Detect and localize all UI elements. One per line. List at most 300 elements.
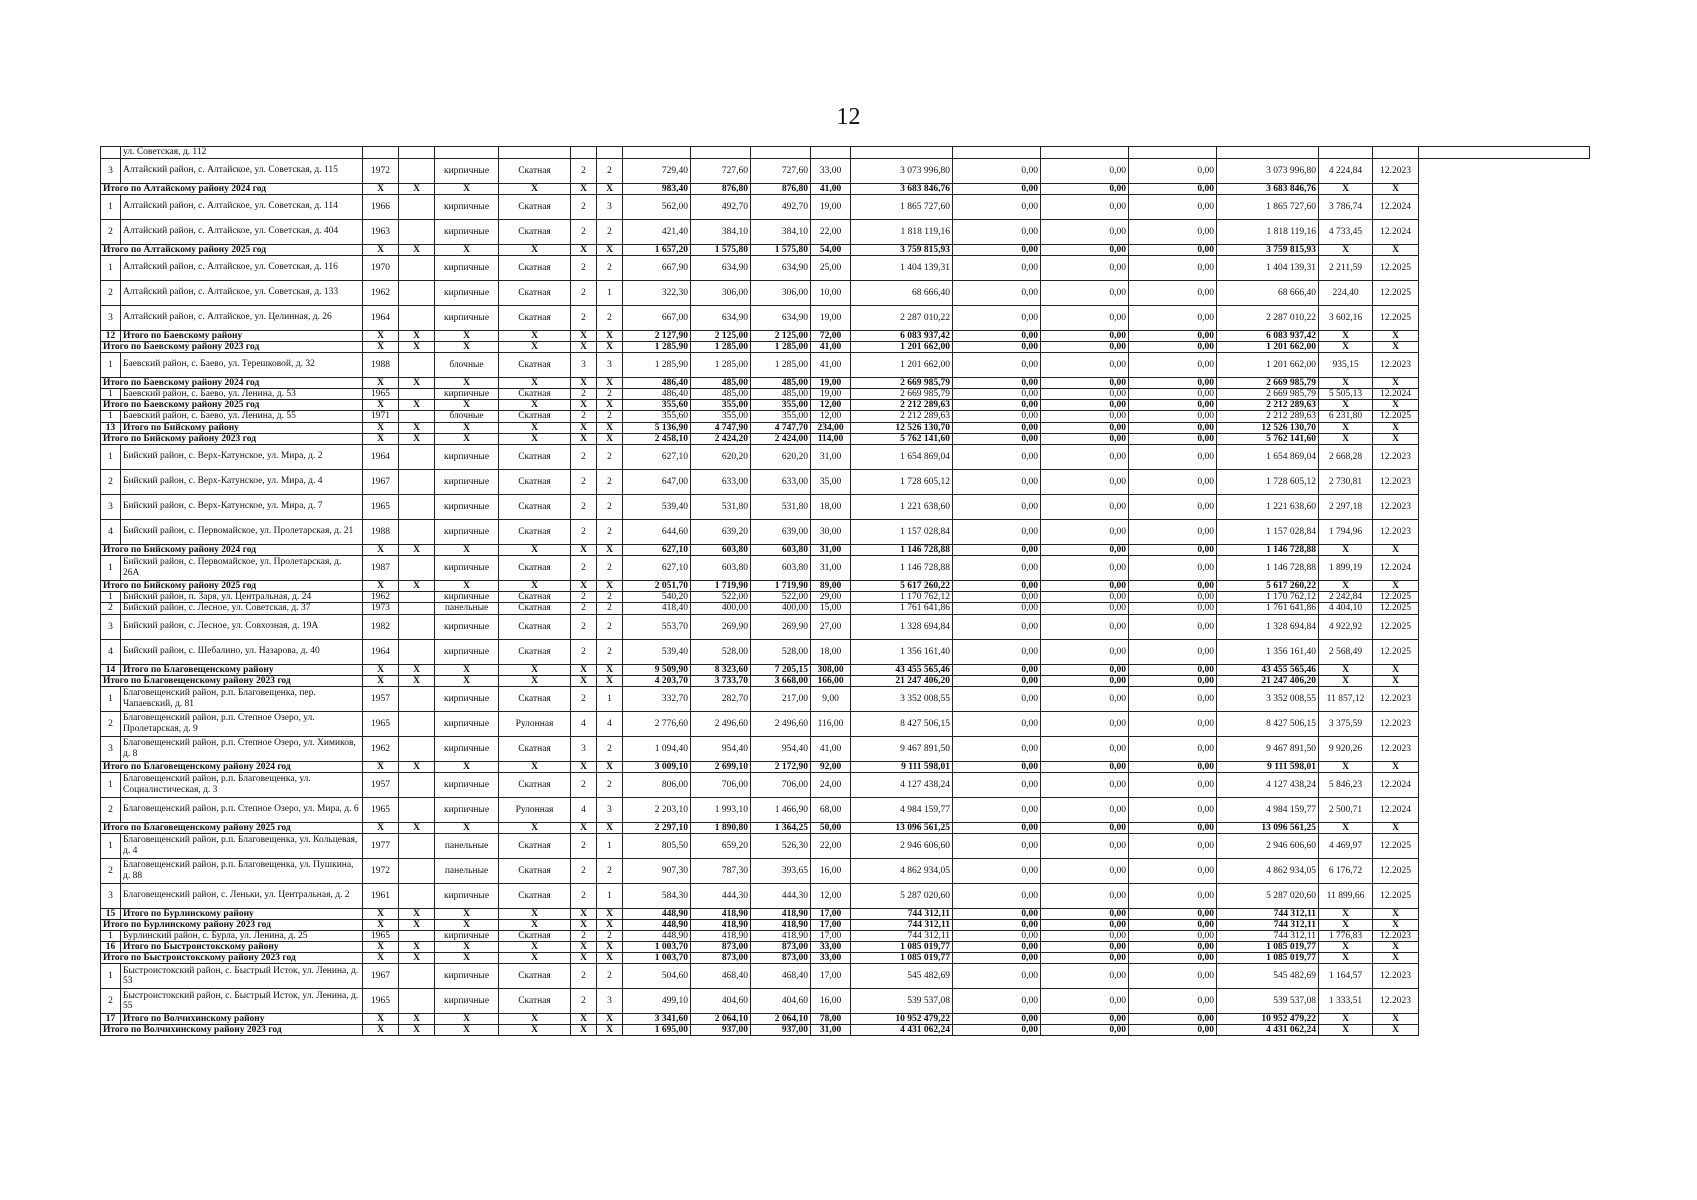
table-cell: 0,00 xyxy=(1129,858,1217,883)
table-cell: 12.2024 xyxy=(1373,797,1419,822)
table-cell: 0,00 xyxy=(1129,989,1217,1014)
table-cell: 485,00 xyxy=(691,377,751,388)
table-cell: 5 846,23 xyxy=(1319,772,1373,797)
table-cell: 744 312,11 xyxy=(851,908,953,919)
table-cell: X xyxy=(363,664,399,675)
table-cell: 13 xyxy=(101,422,121,433)
table-cell: 3 733,70 xyxy=(691,675,751,686)
table-row xyxy=(101,341,1590,352)
table-cell: 2 125,00 xyxy=(751,330,811,341)
table-cell: 0,00 xyxy=(1041,244,1129,255)
table-cell: Итого по Бийскому району 2024 год xyxy=(101,544,363,555)
table-cell: 5 287 020,60 xyxy=(1217,883,1319,908)
table-cell: 3 668,00 xyxy=(751,675,811,686)
table-cell: 1 146 728,88 xyxy=(1217,555,1319,580)
table-cell: 0,00 xyxy=(953,930,1041,942)
table-cell: 41,00 xyxy=(811,341,851,352)
table-cell: 16 xyxy=(101,942,121,953)
table-cell: X xyxy=(597,330,623,341)
table-cell: 17,00 xyxy=(811,964,851,989)
table-cell: X xyxy=(1319,580,1373,591)
table-cell: 4 xyxy=(101,519,121,544)
table-cell: Благовещенский район, р.п. Благовещенка, ул. Социалистическая, д. 3 xyxy=(121,772,363,797)
table-cell: 528,00 xyxy=(691,639,751,664)
table-cell: 400,00 xyxy=(751,603,811,615)
table-cell: 3 xyxy=(101,883,121,908)
table-cell: кирпичные xyxy=(435,494,499,519)
table-cell: 282,70 xyxy=(691,686,751,711)
table-cell: 2 127,90 xyxy=(623,330,691,341)
table-cell: 2 xyxy=(101,858,121,883)
table-cell: 504,60 xyxy=(623,964,691,989)
table-cell: 31,00 xyxy=(811,444,851,469)
table-cell: X xyxy=(399,400,435,411)
table-cell: 1965 xyxy=(363,494,399,519)
table-cell: Итого по Бийскому району xyxy=(121,422,363,433)
table-cell: 2 xyxy=(597,555,623,580)
table-cell: X xyxy=(363,953,399,964)
table-cell: 492,70 xyxy=(691,194,751,219)
table-cell: 3 009,10 xyxy=(623,761,691,772)
table-cell: X xyxy=(571,908,597,919)
table-cell xyxy=(435,147,499,159)
table-cell: 485,00 xyxy=(751,377,811,388)
table-cell: 0,00 xyxy=(953,544,1041,555)
table-cell: 0,00 xyxy=(1041,711,1129,736)
table-cell: 0,00 xyxy=(1129,822,1217,833)
table-cell: 1962 xyxy=(363,736,399,761)
table-cell: 166,00 xyxy=(811,675,851,686)
table-cell xyxy=(399,519,435,544)
table-cell xyxy=(399,147,435,159)
table-cell: 0,00 xyxy=(1041,1014,1129,1025)
table-cell: 355,60 xyxy=(623,400,691,411)
table-cell: Скатная xyxy=(499,519,571,544)
table-cell: 0,00 xyxy=(953,244,1041,255)
table-cell: 22,00 xyxy=(811,219,851,244)
table-cell: 876,80 xyxy=(691,183,751,194)
table-cell: 2 212 289,63 xyxy=(851,411,953,423)
table-cell: 485,00 xyxy=(691,388,751,400)
table-cell: 1 719,90 xyxy=(751,580,811,591)
table-cell: 1 654 869,04 xyxy=(1217,444,1319,469)
table-cell: 2 xyxy=(571,280,597,305)
table-cell: кирпичные xyxy=(435,772,499,797)
table-cell: Скатная xyxy=(499,305,571,330)
table-cell: 0,00 xyxy=(953,675,1041,686)
table-cell: 562,00 xyxy=(623,194,691,219)
table-cell: 12.2023 xyxy=(1373,686,1419,711)
table-cell: 17 xyxy=(101,1014,121,1025)
table-cell: 2 xyxy=(597,930,623,942)
table-cell: 418,90 xyxy=(691,908,751,919)
table-cell: 1 728 605,12 xyxy=(851,469,953,494)
table-cell: X xyxy=(499,664,571,675)
table-cell: X xyxy=(597,183,623,194)
table-cell: 12.2025 xyxy=(1373,639,1419,664)
table-cell: Скатная xyxy=(499,194,571,219)
table-cell: 12.2025 xyxy=(1373,614,1419,639)
table-cell: 30,00 xyxy=(811,519,851,544)
table-cell xyxy=(399,352,435,377)
table-cell: 2 xyxy=(571,158,597,183)
table-cell: Итого по Быстроистокскому району 2023 год xyxy=(101,953,363,964)
table-cell: 12.2024 xyxy=(1373,772,1419,797)
table-cell: 3 xyxy=(101,305,121,330)
table-cell: X xyxy=(1373,675,1419,686)
table-cell: 1964 xyxy=(363,444,399,469)
table-cell xyxy=(399,964,435,989)
table-cell: 620,20 xyxy=(751,444,811,469)
table-cell: 545 482,69 xyxy=(851,964,953,989)
table-cell: X xyxy=(399,580,435,591)
table-cell: 1 xyxy=(101,591,121,603)
table-cell: 1965 xyxy=(363,930,399,942)
table-cell: X xyxy=(363,433,399,444)
table-cell: 116,00 xyxy=(811,711,851,736)
table-cell: 448,90 xyxy=(623,908,691,919)
table-cell: 0,00 xyxy=(1041,444,1129,469)
table-cell: 954,40 xyxy=(751,736,811,761)
table-cell xyxy=(691,147,751,159)
table-cell: X xyxy=(597,919,623,930)
table-cell: 0,00 xyxy=(1129,761,1217,772)
table-cell: 0,00 xyxy=(953,422,1041,433)
table-cell: X xyxy=(499,244,571,255)
table-cell xyxy=(363,147,399,159)
table-cell: 12.2023 xyxy=(1373,469,1419,494)
table-cell: X xyxy=(1373,377,1419,388)
table-cell: 2 xyxy=(597,158,623,183)
table-cell: 2 xyxy=(101,711,121,736)
table-row xyxy=(101,953,1590,964)
table-cell: 2 424,20 xyxy=(691,433,751,444)
table-cell xyxy=(399,555,435,580)
table-cell: 448,90 xyxy=(623,930,691,942)
table-cell: 0,00 xyxy=(1041,341,1129,352)
table-cell: кирпичные xyxy=(435,639,499,664)
table-cell: 404,60 xyxy=(751,989,811,1014)
table-cell: X xyxy=(399,1014,435,1025)
table-cell: 539 537,08 xyxy=(1217,989,1319,1014)
table-cell: 2 125,00 xyxy=(691,330,751,341)
table-cell xyxy=(399,494,435,519)
table-cell: 627,10 xyxy=(623,544,691,555)
table-cell xyxy=(399,469,435,494)
table-cell: кирпичные xyxy=(435,219,499,244)
table-cell: 12.2023 xyxy=(1373,158,1419,183)
table-cell: кирпичные xyxy=(435,989,499,1014)
table-cell: 0,00 xyxy=(1129,352,1217,377)
table-cell: X xyxy=(597,664,623,675)
table-cell: 954,40 xyxy=(691,736,751,761)
table-cell: 418,90 xyxy=(751,930,811,942)
table-cell: X xyxy=(1319,919,1373,930)
table-cell: 2 xyxy=(571,614,597,639)
table-cell: X xyxy=(435,183,499,194)
table-cell: 0,00 xyxy=(1041,930,1129,942)
table-cell: 16,00 xyxy=(811,858,851,883)
table-cell: 322,30 xyxy=(623,280,691,305)
table-cell: 4 984 159,77 xyxy=(851,797,953,822)
table-cell: X xyxy=(571,244,597,255)
table-cell: 1 201 662,00 xyxy=(1217,341,1319,352)
table-cell: 3 xyxy=(597,989,623,1014)
table-cell: 33,00 xyxy=(811,942,851,953)
table-cell: X xyxy=(363,341,399,352)
table-cell: 2 xyxy=(597,469,623,494)
table-cell: 0,00 xyxy=(953,183,1041,194)
table-cell: 4 747,90 xyxy=(691,422,751,433)
table-cell: 1 761 641,86 xyxy=(1217,603,1319,615)
table-cell: X xyxy=(1373,244,1419,255)
table-cell: 1 794,96 xyxy=(1319,519,1373,544)
table-cell: 1 xyxy=(101,772,121,797)
table-cell: 528,00 xyxy=(751,639,811,664)
table-cell: 2 212 289,63 xyxy=(1217,411,1319,423)
table-cell: 2 xyxy=(597,591,623,603)
table-cell: 0,00 xyxy=(953,797,1041,822)
table-row xyxy=(101,930,1590,942)
table-cell: 0,00 xyxy=(953,388,1041,400)
table-cell: Итого по Баевскому району xyxy=(121,330,363,341)
table-cell: 2 xyxy=(571,469,597,494)
table-cell: 355,00 xyxy=(751,400,811,411)
table-cell: 21 247 406,20 xyxy=(851,675,953,686)
table-cell: 1 466,90 xyxy=(751,797,811,822)
table-cell: X xyxy=(597,580,623,591)
table-cell: 4 404,10 xyxy=(1319,603,1373,615)
table-cell xyxy=(751,147,811,159)
table-cell: X xyxy=(1373,919,1419,930)
table-cell: 1 xyxy=(597,833,623,858)
table-cell: 659,20 xyxy=(691,833,751,858)
table-cell: 418,90 xyxy=(751,919,811,930)
table-cell: X xyxy=(399,544,435,555)
table-cell: Благовещенский район, с. Леньки, ул. Центральная, д. 2 xyxy=(121,883,363,908)
table-cell: Скатная xyxy=(499,591,571,603)
table-cell: X xyxy=(499,341,571,352)
table-cell: 603,80 xyxy=(691,544,751,555)
table-cell: 2 287 010,22 xyxy=(851,305,953,330)
table-cell xyxy=(399,194,435,219)
table-cell: X xyxy=(1319,675,1373,686)
table-cell: панельные xyxy=(435,603,499,615)
table-cell: 2 xyxy=(101,280,121,305)
table-cell: 0,00 xyxy=(953,330,1041,341)
table-cell: 0,00 xyxy=(1041,603,1129,615)
table-cell: 0,00 xyxy=(953,494,1041,519)
table-cell: блочные xyxy=(435,352,499,377)
table-cell: 384,10 xyxy=(751,219,811,244)
table-cell: 0,00 xyxy=(1041,219,1129,244)
table-cell: X xyxy=(363,822,399,833)
table-cell: 0,00 xyxy=(1041,183,1129,194)
table-cell: 2 064,10 xyxy=(691,1014,751,1025)
table-cell: Бийский район, с. Первомайское, ул. Пролетарская, д. 26А xyxy=(121,555,363,580)
table-cell: 706,00 xyxy=(751,772,811,797)
table-cell: 234,00 xyxy=(811,422,851,433)
table-cell: 2 730,81 xyxy=(1319,469,1373,494)
table-cell: X xyxy=(399,377,435,388)
table-cell: X xyxy=(363,942,399,953)
table-cell: 2 051,70 xyxy=(623,580,691,591)
table-cell: Бийский район, п. Заря, ул. Центральная, д. 24 xyxy=(121,591,363,603)
table-cell: 805,50 xyxy=(623,833,691,858)
table-cell: X xyxy=(435,400,499,411)
table-cell: 12.2025 xyxy=(1373,255,1419,280)
table-cell: 1 085 019,77 xyxy=(1217,953,1319,964)
table-cell: 2 212 289,63 xyxy=(851,400,953,411)
table-cell: 0,00 xyxy=(953,772,1041,797)
table-cell: 0,00 xyxy=(1129,469,1217,494)
table-cell: 603,80 xyxy=(751,544,811,555)
table-cell: 2 xyxy=(101,219,121,244)
table-cell: 0,00 xyxy=(1129,797,1217,822)
table-cell: 2 xyxy=(597,858,623,883)
table-cell: 1 575,80 xyxy=(751,244,811,255)
table-cell: 3 xyxy=(597,797,623,822)
table-cell xyxy=(399,858,435,883)
table-cell: X xyxy=(571,341,597,352)
table-cell: 41,00 xyxy=(811,352,851,377)
table-cell: 2 xyxy=(597,305,623,330)
table-cell: 3 xyxy=(571,352,597,377)
table-cell: X xyxy=(399,908,435,919)
table-cell: X xyxy=(1319,822,1373,833)
table-cell: X xyxy=(499,580,571,591)
table-cell: 29,00 xyxy=(811,591,851,603)
table-cell: 937,00 xyxy=(691,1025,751,1036)
table-cell: 224,40 xyxy=(1319,280,1373,305)
table-cell: 0,00 xyxy=(1041,761,1129,772)
table-cell: 1 993,10 xyxy=(691,797,751,822)
table-cell: X xyxy=(597,908,623,919)
table-cell: 2 xyxy=(597,603,623,615)
table-cell: 4 733,45 xyxy=(1319,219,1373,244)
table-cell: 1987 xyxy=(363,555,399,580)
table-cell: 355,00 xyxy=(751,411,811,423)
table-cell: 18,00 xyxy=(811,639,851,664)
table-cell: 0,00 xyxy=(1041,411,1129,423)
table-cell: 114,00 xyxy=(811,433,851,444)
table-cell: 1 085 019,77 xyxy=(851,953,953,964)
table-cell xyxy=(399,305,435,330)
table-cell xyxy=(399,603,435,615)
table-cell: 1 654 869,04 xyxy=(851,444,953,469)
table-cell: X xyxy=(499,942,571,953)
table-cell: X xyxy=(363,1025,399,1036)
table-cell: 603,80 xyxy=(691,555,751,580)
table-cell: X xyxy=(435,953,499,964)
table-cell: X xyxy=(1373,580,1419,591)
table-cell: 1 776,83 xyxy=(1319,930,1373,942)
table-cell: 0,00 xyxy=(953,1025,1041,1036)
table-cell: X xyxy=(499,433,571,444)
table-cell: 393,65 xyxy=(751,858,811,883)
table-cell: 2 xyxy=(571,411,597,423)
table-cell: 15 xyxy=(101,908,121,919)
table-cell: Быстроистокский район, с. Быстрый Исток, ул. Ленина, д. 53 xyxy=(121,964,363,989)
table-cell: X xyxy=(499,330,571,341)
table-cell: 0,00 xyxy=(1129,772,1217,797)
table-cell: Итого по Благовещенскому району 2024 год xyxy=(101,761,363,772)
table-cell: 1972 xyxy=(363,158,399,183)
table-cell: X xyxy=(597,953,623,964)
table-cell: 2 668,28 xyxy=(1319,444,1373,469)
table-cell: X xyxy=(1319,341,1373,352)
table-cell: 1 695,00 xyxy=(623,1025,691,1036)
table-cell: X xyxy=(597,433,623,444)
table-cell: 1 333,51 xyxy=(1319,989,1373,1014)
table-cell: 2 xyxy=(571,494,597,519)
table-cell: X xyxy=(399,664,435,675)
table-cell: 1 146 728,88 xyxy=(851,555,953,580)
table-cell: Итого по Благовещенскому району 2023 год xyxy=(101,675,363,686)
table-cell: 9 467 891,50 xyxy=(1217,736,1319,761)
table-cell: 539,40 xyxy=(623,639,691,664)
table-cell: 3 xyxy=(101,494,121,519)
table-cell: X xyxy=(1319,953,1373,964)
table-cell: Итого по Баевскому району 2023 год xyxy=(101,341,363,352)
table-cell: 19,00 xyxy=(811,388,851,400)
table-cell: X xyxy=(499,1025,571,1036)
table-cell: 0,00 xyxy=(1041,942,1129,953)
table-cell: 1970 xyxy=(363,255,399,280)
table-cell: 5 136,90 xyxy=(623,422,691,433)
table-cell: 806,00 xyxy=(623,772,691,797)
table-cell: 1973 xyxy=(363,603,399,615)
table-cell xyxy=(399,989,435,1014)
table-cell: 421,40 xyxy=(623,219,691,244)
table-cell: 634,90 xyxy=(691,255,751,280)
table-row xyxy=(101,280,1590,305)
table-cell xyxy=(399,158,435,183)
table-cell: 1964 xyxy=(363,305,399,330)
table-cell: кирпичные xyxy=(435,305,499,330)
table-cell: 9 509,90 xyxy=(623,664,691,675)
table-cell: 0,00 xyxy=(953,1014,1041,1025)
table-cell: 2 297,18 xyxy=(1319,494,1373,519)
table-cell: X xyxy=(571,544,597,555)
table-cell: 8 427 506,15 xyxy=(1217,711,1319,736)
table-cell xyxy=(399,219,435,244)
table-cell: 355,00 xyxy=(691,411,751,423)
table-cell xyxy=(1129,147,1217,159)
table-cell: X xyxy=(435,330,499,341)
table-cell: X xyxy=(435,675,499,686)
table-cell: 706,00 xyxy=(691,772,751,797)
table-cell: X xyxy=(363,580,399,591)
table-cell: 2 xyxy=(571,964,597,989)
table-cell: 2 xyxy=(101,797,121,822)
table-cell: блочные xyxy=(435,411,499,423)
table-cell: 0,00 xyxy=(1129,244,1217,255)
table-cell: 0,00 xyxy=(1041,686,1129,711)
table-cell: X xyxy=(571,183,597,194)
table-cell: 448,90 xyxy=(623,919,691,930)
table-cell: 12.2023 xyxy=(1373,989,1419,1014)
table-cell: 2 xyxy=(571,858,597,883)
table-cell: 1988 xyxy=(363,352,399,377)
table-cell: X xyxy=(1319,908,1373,919)
table-cell: 1 285,00 xyxy=(691,352,751,377)
table-cell: Итого по Бийскому району 2025 год xyxy=(101,580,363,591)
table-cell: X xyxy=(435,377,499,388)
table-cell: X xyxy=(571,761,597,772)
table-cell: 12.2024 xyxy=(1373,555,1419,580)
table-cell: 2 xyxy=(597,444,623,469)
